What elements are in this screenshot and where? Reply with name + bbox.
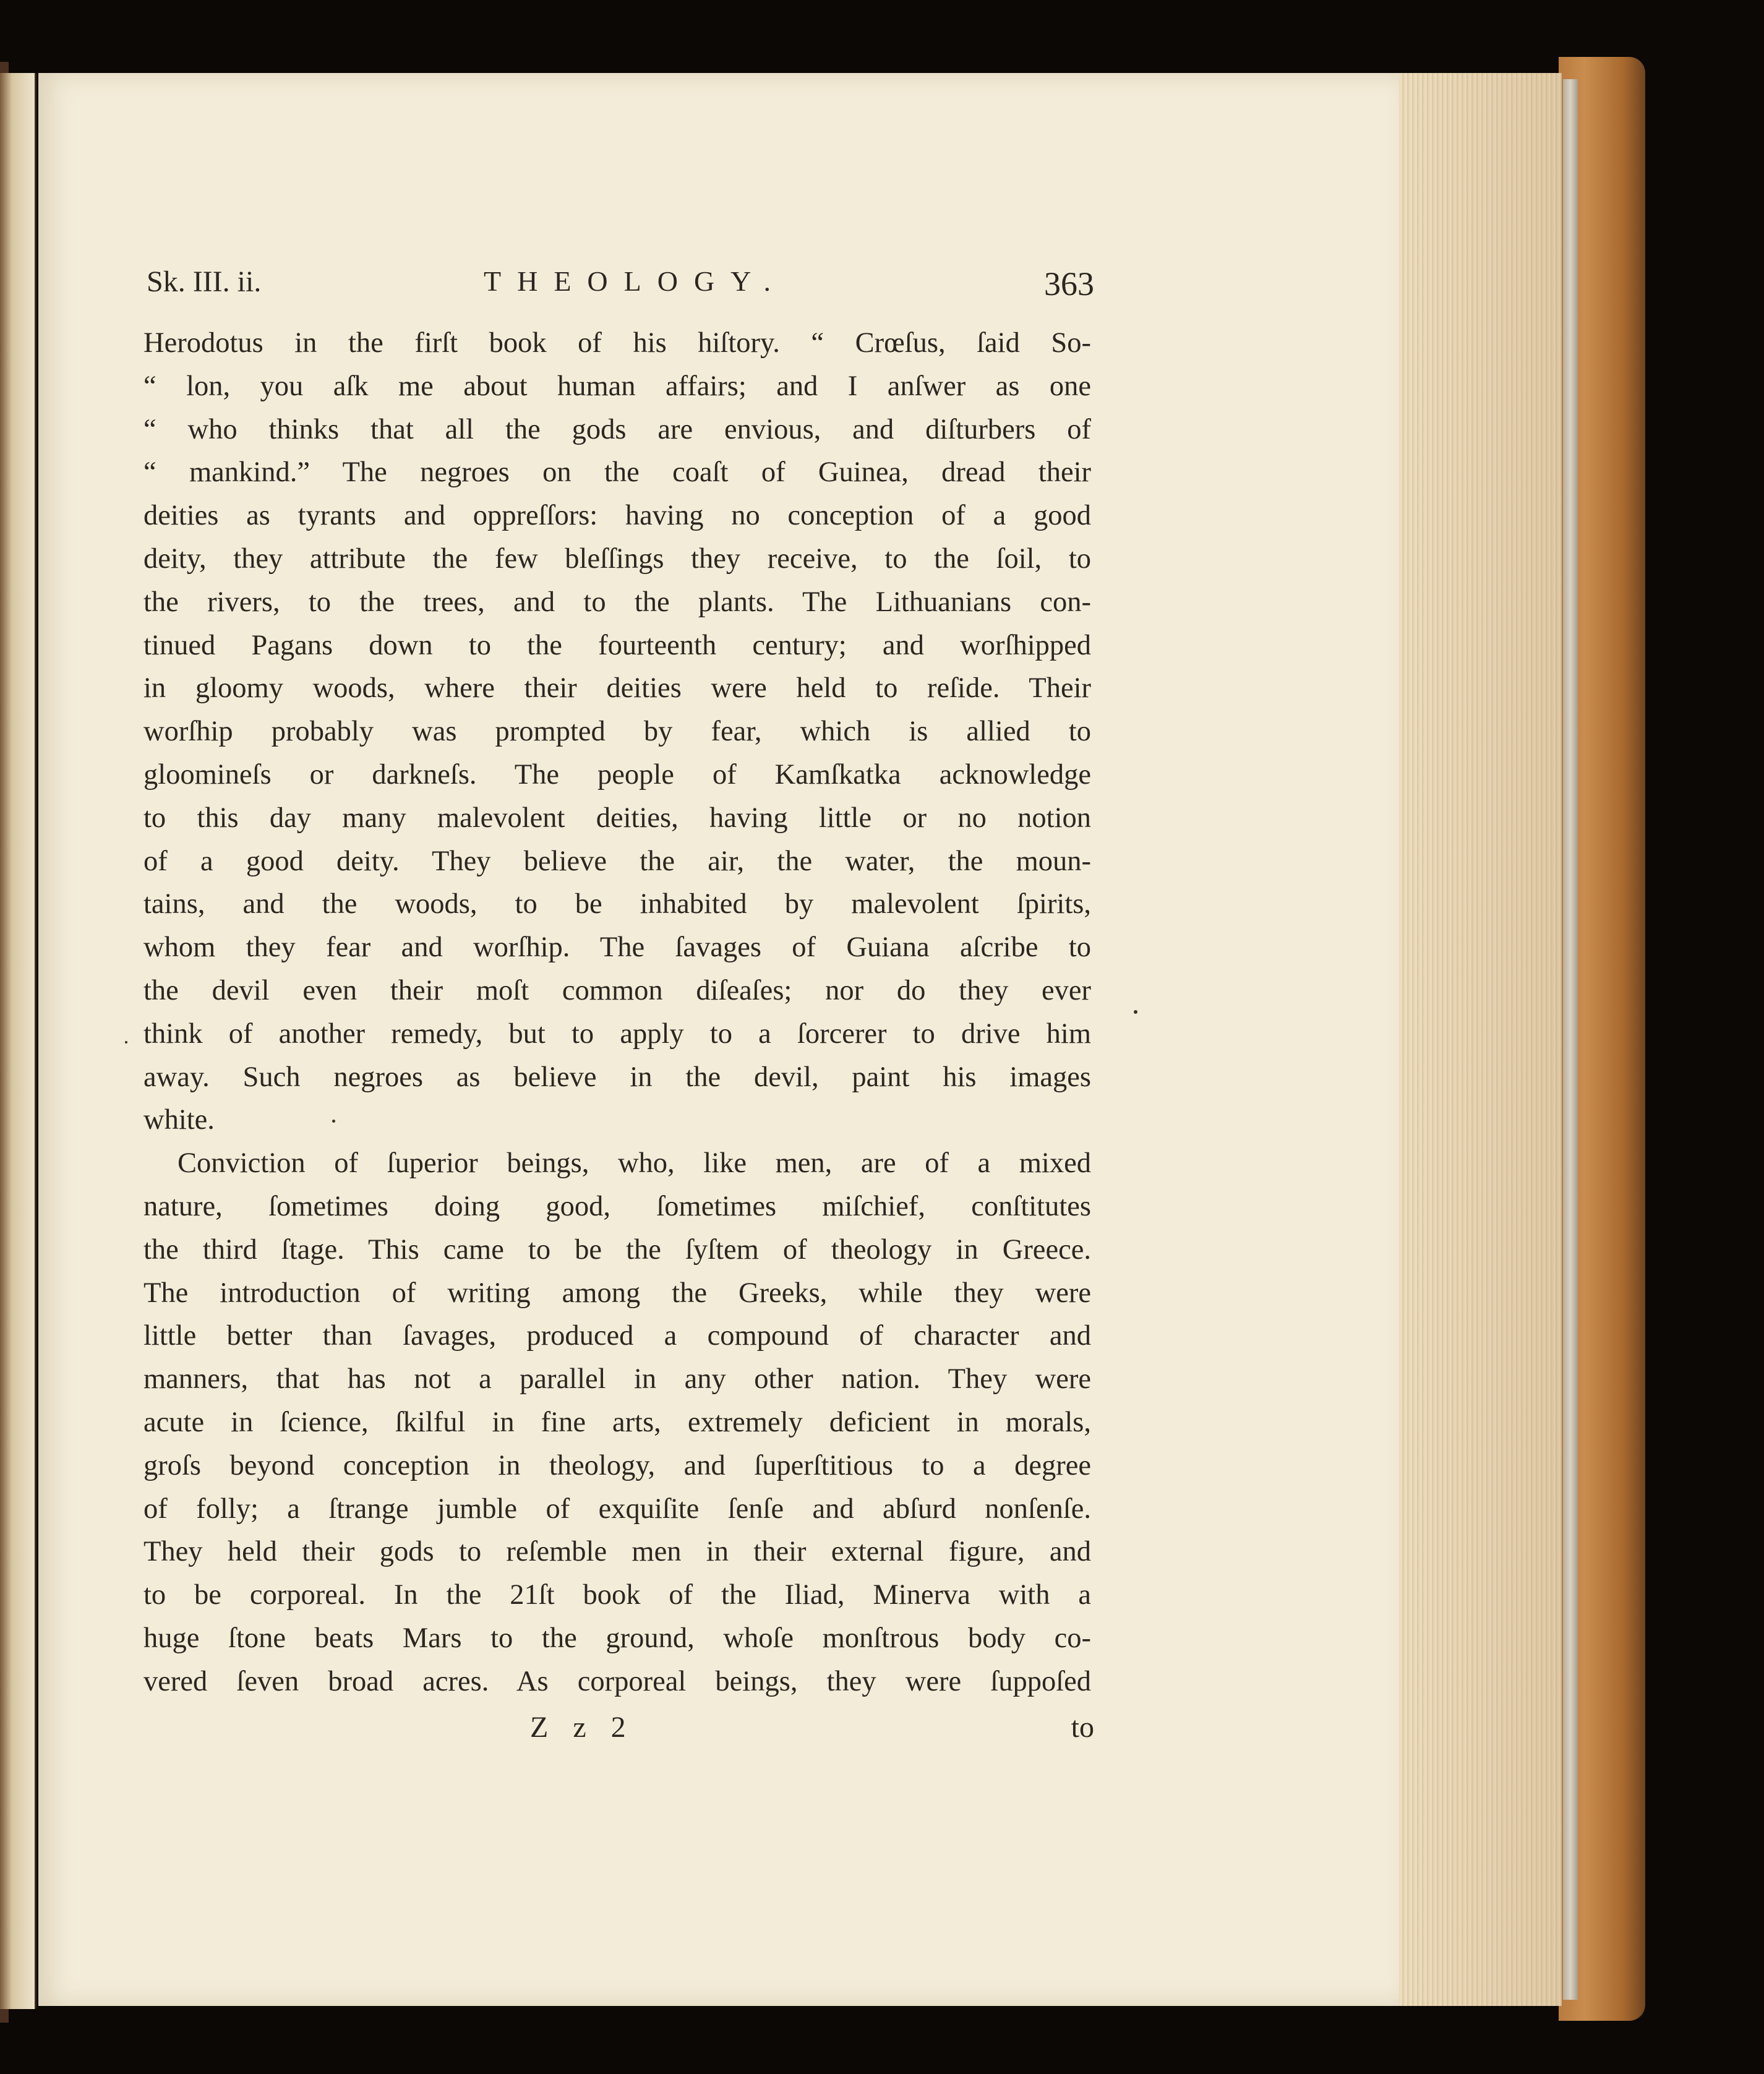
text-line: to this day many malevolent deities, having little or no notion [143,802,1091,834]
catchword: to [1071,1711,1094,1744]
section-reference: Sk. III. ii. [147,265,262,298]
running-title: THEOLOGY. [484,265,787,297]
body-text [143,322,1091,1703]
text-line: The introduction of writing among the Greeks, while they were [143,1277,1091,1309]
text-line: whom they fear and worſhip. The ſavages of Guiana aſcribe to [143,932,1091,964]
paper-speck [332,1120,335,1123]
text-line: think of another remedy, but to apply to a ſorcerer to drive him [143,1018,1091,1050]
text-line: They held their gods to reſemble men in their external figure, and [143,1536,1091,1568]
text-line: Herodotus in the firſt book of his hiſtory. “ Crœſus, ſaid So- [143,327,1091,359]
text-line: “ who thinks that all the gods are envious, and diſturbers of [143,413,1091,445]
text-line: gloomineſs or darkneſs. The people of Kamſkatka acknowledge [143,758,1091,791]
text-line: away. Such negroes as believe in the devil, paint his images [143,1061,1091,1093]
text-line: vered ſeven broad acres. As corporeal beings, they were ſuppoſed [143,1665,1091,1697]
text-line: huge ſtone beats Mars to the ground, whoſe monſtrous body co- [143,1622,1091,1654]
previous-page-edge [0,73,36,2009]
text-line: tinued Pagans down to the fourteenth century; and worſhipped [143,629,1091,661]
paper-speck [1134,1010,1137,1014]
text-line: nature, ſometimes doing good, ſometimes miſchief, conſtitutes [143,1190,1091,1222]
text-line: of folly; a ſtrange jumble of exquiſite ſenſe and abſurd nonſenſe. [143,1493,1091,1525]
text-line: to be corporeal. In the 21ſt book of the Iliad, Minerva with a [143,1579,1091,1611]
fore-edge-shading [1395,73,1562,2006]
text-line: acute in ſcience, ſkilful in fine arts, extremely deficient in morals, [143,1406,1091,1438]
cover-board-edge [1563,79,1578,2000]
text-line: the rivers, to the trees, and to the plants. The Lithuanians con- [143,586,1091,618]
text-line: little better than ſavages, produced a compound of character and [143,1320,1091,1352]
text-line: the third ſtage. This came to be the ſyſtem of theology in Greece. [143,1233,1091,1266]
text-line: worſhip probably was prompted by fear, which is allied to [143,716,1091,748]
signature-mark: Z z 2 [530,1711,635,1744]
paragraph-start-line: Conviction of ſuperior beings, who, like men, are of a mixed [178,1147,1091,1180]
text-line: “ mankind.” The negroes on the coaſt of Guinea, dread their [143,456,1091,489]
running-head [147,260,1094,309]
text-line: tains, and the woods, to be inhabited by malevolent ſpirits, [143,888,1091,920]
page-number: 363 [1044,265,1094,302]
paragraph-end-line: white. [143,1104,215,1136]
text-line: “ lon, you aſk me about human affairs; and I anſwer as one [143,370,1091,402]
text-line: manners, that has not a parallel in any other nation. They were [143,1363,1091,1395]
text-line: deities as tyrants and oppreſſors: having no conception of a good [143,500,1091,532]
paper-speck [125,1041,127,1043]
text-line: deity, they attribute the few bleſſings they receive, to the ſoil, to [143,542,1091,575]
text-line: in gloomy woods, where their deities were held to reſide. Their [143,672,1091,705]
page-footer [147,1710,1094,1754]
text-line: of a good deity. They believe the air, the water, the moun- [143,845,1091,877]
text-line: the devil even their moſt common diſeaſes; nor do they ever [143,974,1091,1006]
text-line: groſs beyond conception in theology, and ſuperſtitious to a degree [143,1449,1091,1481]
